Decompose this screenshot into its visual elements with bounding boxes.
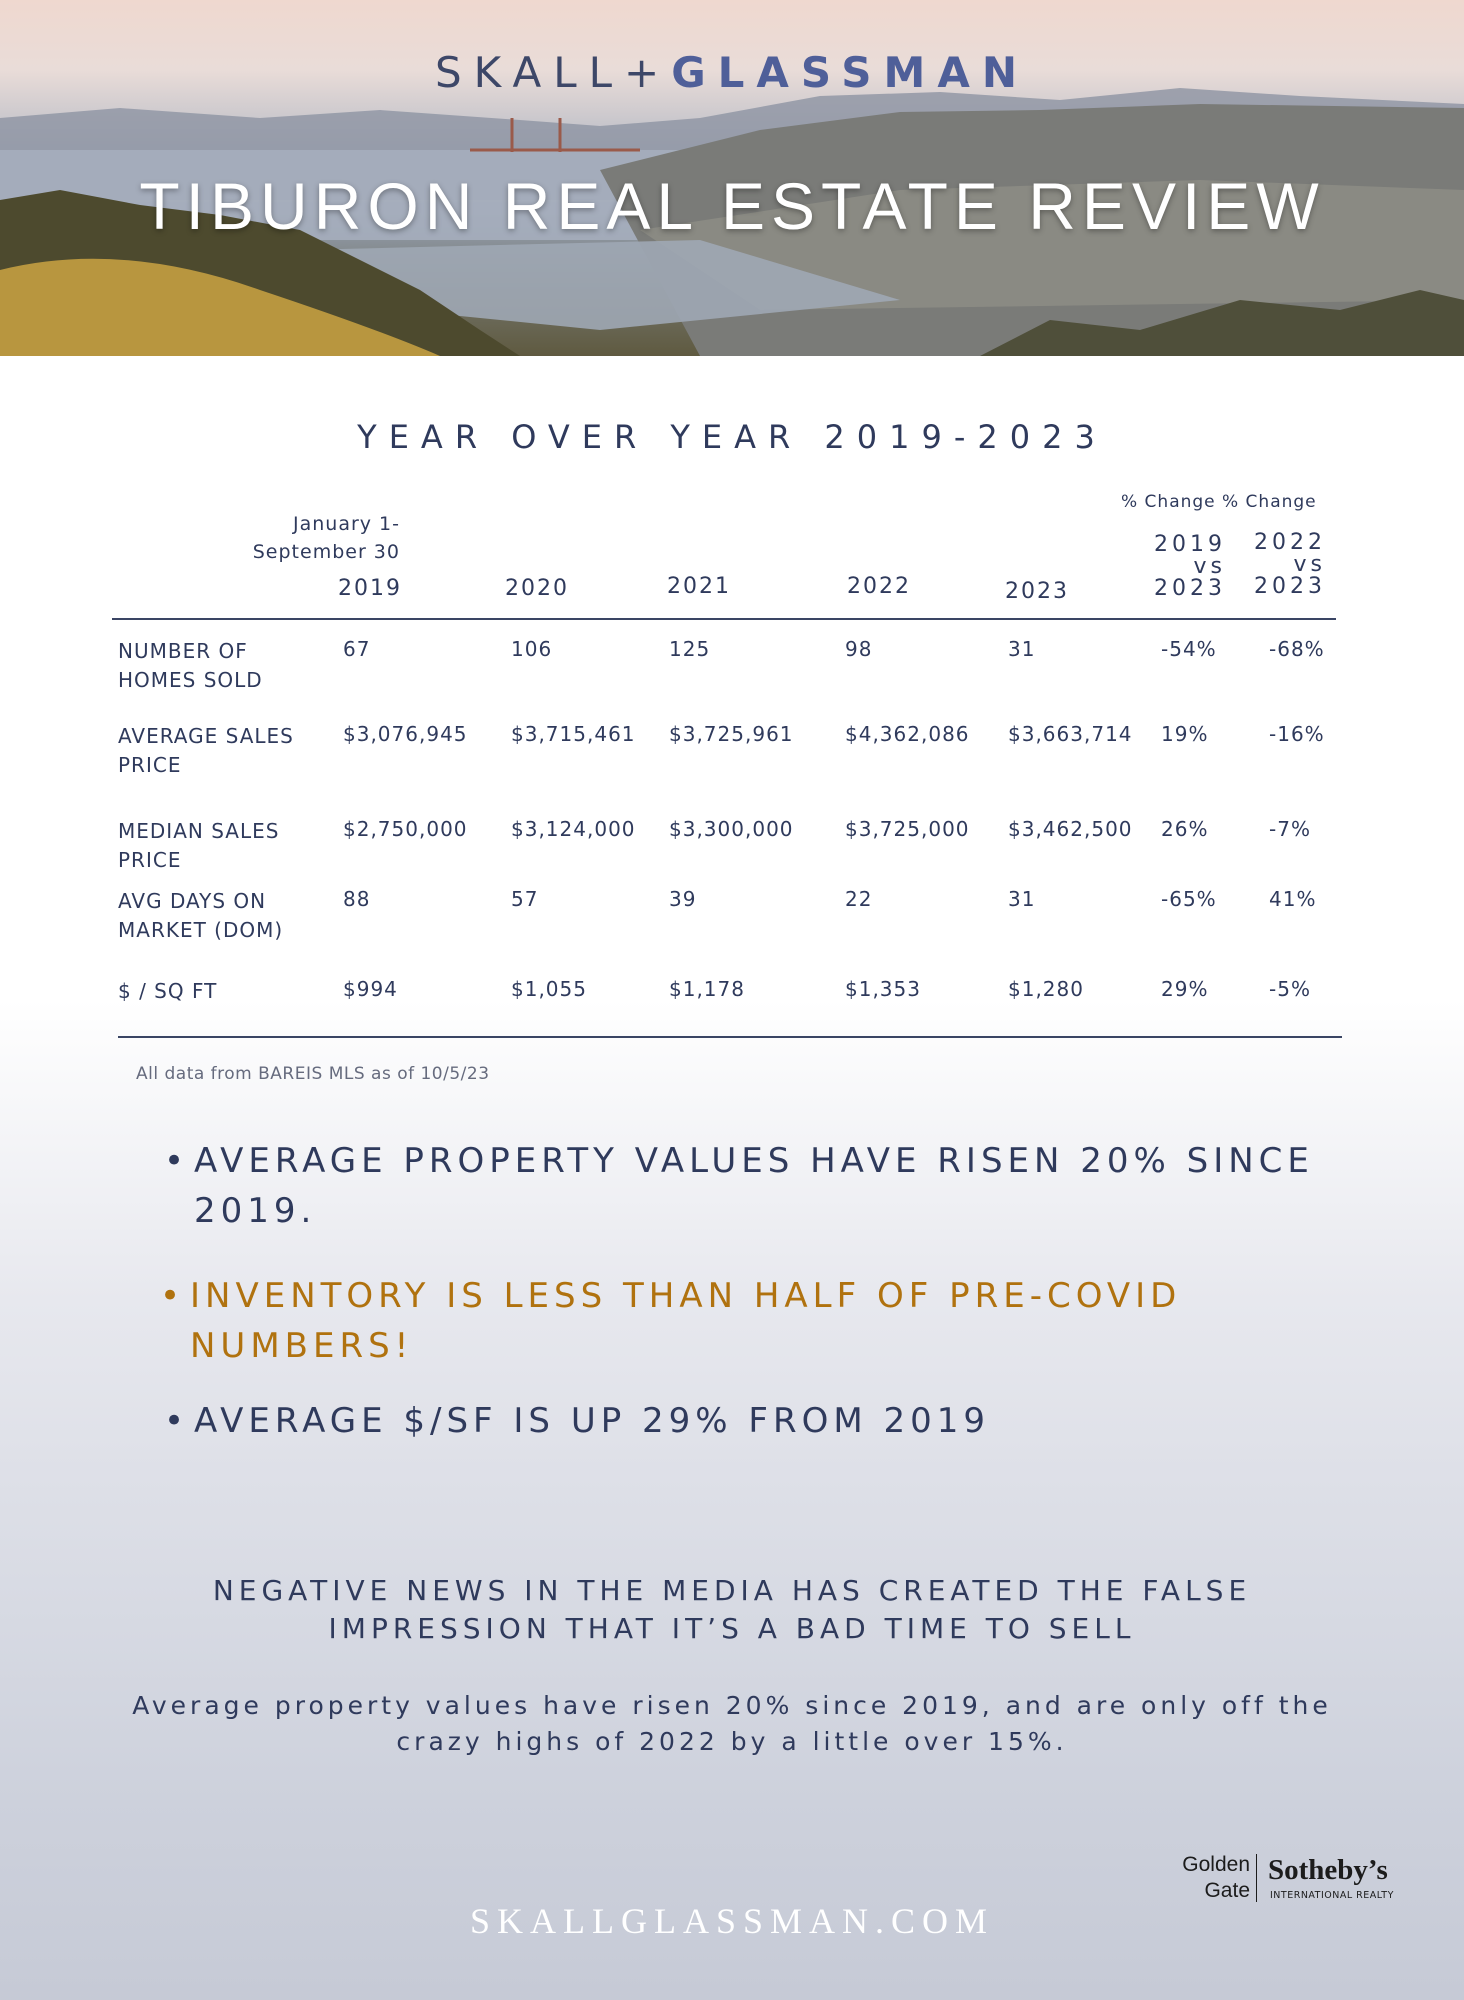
row-label: $ / SQ FT <box>118 979 218 1003</box>
bullet-item-inventory <box>160 1271 1190 1371</box>
compare-from-year: 2019 <box>1154 532 1226 557</box>
logo-subtitle: INTERNATIONAL REALTY <box>1270 1890 1394 1901</box>
cell-change-2022-2023: 41% <box>1269 887 1317 911</box>
row-label: NUMBER OF HOMES SOLD <box>118 639 263 692</box>
period-line-1: January 1- <box>292 513 400 535</box>
table-divider-bottom <box>118 1036 1342 1038</box>
cell-2021: 125 <box>669 637 711 661</box>
cell-2020: 57 <box>511 887 539 911</box>
cell-2020: $3,124,000 <box>511 817 636 841</box>
pct-change-header-2: % Change <box>1222 492 1317 512</box>
bullet-text: INVENTORY IS LESS THAN HALF OF PRE-COVID NUMBERS! <box>190 1276 1182 1366</box>
cell-change-2022-2023: -7% <box>1269 817 1311 841</box>
compare-vs: vs <box>1193 554 1226 579</box>
logo-line-2: Gate <box>1204 1879 1250 1902</box>
compare-from-year: 2022 <box>1254 530 1326 555</box>
cell-2023: 31 <box>1008 887 1036 911</box>
data-source-note: All data from BAREIS MLS as of 10/5/23 <box>136 1064 490 1084</box>
bullet-text: AVERAGE $/SF IS UP 29% FROM 2019 <box>194 1401 991 1441</box>
cell-2019: $3,076,945 <box>343 722 468 746</box>
cell-2022: 22 <box>845 887 873 911</box>
website-link[interactable]: SKALLGLASSMAN.COM <box>469 1901 995 1941</box>
cell-change-2019-2023: 29% <box>1161 977 1209 1001</box>
cell-change-2022-2023: -5% <box>1269 977 1311 1001</box>
cell-2023: $3,462,500 <box>1008 817 1133 841</box>
cell-change-2019-2023: 26% <box>1161 817 1209 841</box>
cell-2019: 88 <box>343 887 371 911</box>
year-header-2020: 2020 <box>505 576 569 601</box>
year-header-2021: 2021 <box>667 574 731 599</box>
closing-body-text: Average property values have risen 20% since 2019, and are only off the crazy highs of 2022 by a little over 15%. <box>132 1691 1332 1756</box>
hero-banner <box>0 0 1464 356</box>
cell-2021: $1,178 <box>669 977 745 1001</box>
compare-to-year: 2023 <box>1254 574 1326 599</box>
cell-change-2022-2023: -68% <box>1269 637 1325 661</box>
cell-change-2019-2023: -54% <box>1161 637 1217 661</box>
cell-2021: 39 <box>669 887 697 911</box>
row-label: AVG DAYS ON MARKET (DOM) <box>118 889 284 942</box>
period-line-2: September 30 <box>252 541 400 563</box>
cell-2020: $1,055 <box>511 977 587 1001</box>
year-header-2023: 2023 <box>1005 579 1069 604</box>
cell-2021: $3,725,961 <box>669 722 794 746</box>
year-header-2019: 2019 <box>338 576 402 601</box>
closing-body <box>0 1688 1464 1760</box>
row-label: MEDIAN SALES PRICE <box>118 819 280 872</box>
cell-2022: 98 <box>845 637 873 661</box>
compare-header-2019-2023 <box>1146 534 1226 600</box>
cell-change-2019-2023: -65% <box>1161 887 1217 911</box>
cell-2022: $3,725,000 <box>845 817 970 841</box>
compare-header-2022-2023 <box>1246 532 1326 598</box>
cell-2023: $3,663,714 <box>1008 722 1133 746</box>
compare-vs: vs <box>1293 552 1326 577</box>
bullet-dot-icon: • <box>164 1401 190 1441</box>
table-divider-top <box>112 618 1336 620</box>
cell-2019: $994 <box>343 977 398 1001</box>
cell-2021: $3,300,000 <box>669 817 794 841</box>
section-title: YEAR OVER YEAR 2019-2023 <box>357 418 1107 456</box>
cell-2022: $4,362,086 <box>845 722 970 746</box>
bullet-item-property-values <box>164 1136 1344 1236</box>
bullet-dot-icon: • <box>160 1276 186 1316</box>
brand-name-glassman: GLASSMAN <box>671 48 1029 97</box>
period-label <box>200 510 400 566</box>
page-title: TIBURON REAL ESTATE REVIEW <box>139 169 1325 243</box>
cell-2019: 67 <box>343 637 371 661</box>
logo-line-1: Golden <box>1182 1853 1250 1876</box>
cell-2023: $1,280 <box>1008 977 1084 1001</box>
cell-2022: $1,353 <box>845 977 921 1001</box>
row-label: AVERAGE SALES PRICE <box>118 724 294 777</box>
cell-change-2019-2023: 19% <box>1161 722 1209 746</box>
cell-2019: $2,750,000 <box>343 817 468 841</box>
cell-2020: $3,715,461 <box>511 722 636 746</box>
closing-headline-text: NEGATIVE NEWS IN THE MEDIA HAS CREATED THE FALSE IMPRESSION THAT IT’S A BAD TIME TO SELL <box>212 1574 1252 1645</box>
compare-to-year: 2023 <box>1154 576 1226 601</box>
year-header-2022: 2022 <box>847 574 911 599</box>
bullet-text: AVERAGE PROPERTY VALUES HAVE RISEN 20% SINCE 2019. <box>194 1141 1314 1231</box>
logo-golden-gate <box>1182 1852 1250 1904</box>
brand-logo <box>0 48 1464 97</box>
cell-change-2022-2023: -16% <box>1269 722 1325 746</box>
bullet-dot-icon: • <box>164 1141 190 1181</box>
cell-2020: 106 <box>511 637 553 661</box>
sothebys-logo <box>1140 1852 1400 1904</box>
cell-2023: 31 <box>1008 637 1036 661</box>
logo-brand-name: Sotheby’s <box>1268 1854 1388 1886</box>
closing-headline <box>0 1572 1464 1648</box>
bullet-item-price-per-sqft <box>164 1396 1344 1446</box>
brand-name-skall: SKALL+ <box>435 48 672 97</box>
pct-change-header-1: % Change <box>1121 492 1216 512</box>
